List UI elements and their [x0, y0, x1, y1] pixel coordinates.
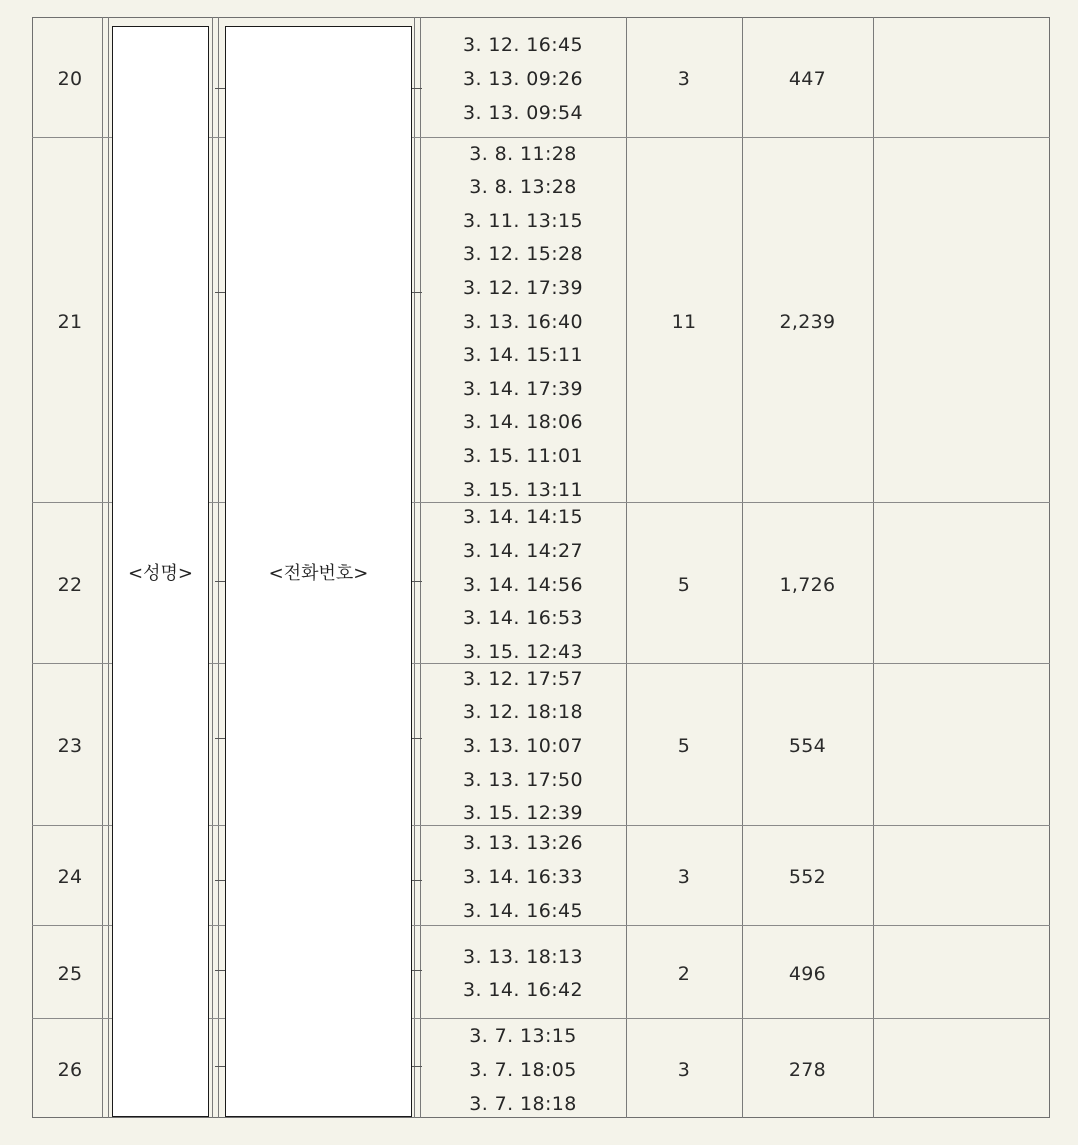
call-count: 3	[677, 866, 691, 888]
tick-mark	[215, 292, 225, 293]
tick-mark	[215, 88, 225, 89]
call-datetime: 3. 13. 13:26	[463, 832, 583, 855]
column-divider	[742, 17, 743, 1118]
column-divider	[108, 17, 109, 1118]
row-number: 20	[57, 68, 83, 90]
call-datetime: 3. 7. 18:05	[469, 1059, 577, 1081]
call-count: 3	[677, 68, 691, 90]
call-datetime: 3. 12. 18:18	[463, 701, 583, 724]
row-number: 23	[57, 735, 83, 757]
call-datetime: 3. 15. 11:01	[463, 444, 583, 467]
call-total: 554	[788, 735, 827, 757]
tick-mark	[215, 1066, 225, 1067]
tick-mark	[215, 880, 225, 881]
call-total: 278	[788, 1059, 827, 1081]
name-redaction-box	[112, 26, 209, 1117]
phone-redaction-label: <전화번호>	[268, 562, 369, 584]
call-datetime: 3. 13. 18:13	[463, 945, 583, 968]
call-datetime: 3. 8. 13:28	[469, 176, 577, 199]
call-datetime: 3. 15. 12:39	[463, 802, 583, 825]
column-divider	[102, 17, 103, 1118]
tick-mark	[215, 970, 225, 971]
call-total: 496	[788, 962, 827, 985]
row-number: 22	[57, 573, 83, 596]
call-datetime: 3. 13. 10:07	[463, 735, 583, 757]
call-datetime: 3. 7. 13:15	[469, 1025, 577, 1048]
column-divider	[414, 17, 415, 1118]
column-divider	[626, 17, 627, 1118]
call-count: 2	[677, 962, 691, 985]
tick-mark	[215, 581, 225, 582]
row-number: 25	[57, 962, 83, 985]
call-count: 5	[677, 573, 691, 596]
call-datetime: 3. 12. 17:57	[463, 667, 583, 690]
column-divider	[212, 17, 213, 1118]
call-count: 5	[677, 735, 691, 757]
call-total: 1,726	[779, 573, 836, 596]
call-datetime: 3. 13. 09:26	[463, 68, 583, 90]
call-datetime: 3. 14. 14:15	[463, 506, 583, 529]
call-datetime: 3. 14. 18:06	[463, 411, 583, 434]
tick-mark	[215, 738, 225, 739]
call-datetime: 3. 8. 11:28	[469, 142, 577, 165]
call-datetime: 3. 14. 15:11	[463, 344, 583, 367]
call-datetime: 3. 13. 16:40	[463, 310, 583, 333]
phone-redaction-box	[225, 26, 412, 1117]
call-datetime: 3. 14. 14:27	[463, 539, 583, 562]
call-total: 552	[788, 866, 827, 888]
column-divider	[873, 17, 874, 1118]
call-datetime: 3. 13. 17:50	[463, 768, 583, 791]
call-datetime: 3. 12. 15:28	[463, 243, 583, 266]
name-redaction-label: <성명>	[128, 562, 193, 584]
row-number: 24	[57, 866, 83, 888]
call-datetime: 3. 14. 16:42	[463, 979, 583, 1002]
row-number: 26	[57, 1059, 83, 1081]
call-datetime: 3. 14. 16:45	[463, 899, 583, 922]
column-divider	[218, 17, 219, 1118]
call-datetime: 3. 7. 18:18	[469, 1092, 577, 1115]
call-datetime: 3. 14. 16:53	[463, 607, 583, 630]
call-datetime: 3. 14. 17:39	[463, 377, 583, 400]
call-count: 11	[671, 310, 697, 333]
call-datetime: 3. 15. 12:43	[463, 640, 583, 663]
call-total: 447	[788, 68, 827, 90]
call-datetime: 3. 11. 13:15	[463, 209, 583, 232]
row-number: 21	[57, 310, 83, 333]
call-count: 3	[677, 1059, 691, 1081]
call-datetime: 3. 12. 16:45	[463, 34, 583, 57]
call-datetime: 3. 13. 09:54	[463, 101, 583, 124]
call-datetime: 3. 15. 13:11	[463, 478, 583, 501]
call-datetime: 3. 14. 14:56	[463, 573, 583, 596]
call-total: 2,239	[779, 310, 836, 333]
call-datetime: 3. 14. 16:33	[463, 866, 583, 888]
call-datetime: 3. 12. 17:39	[463, 276, 583, 299]
